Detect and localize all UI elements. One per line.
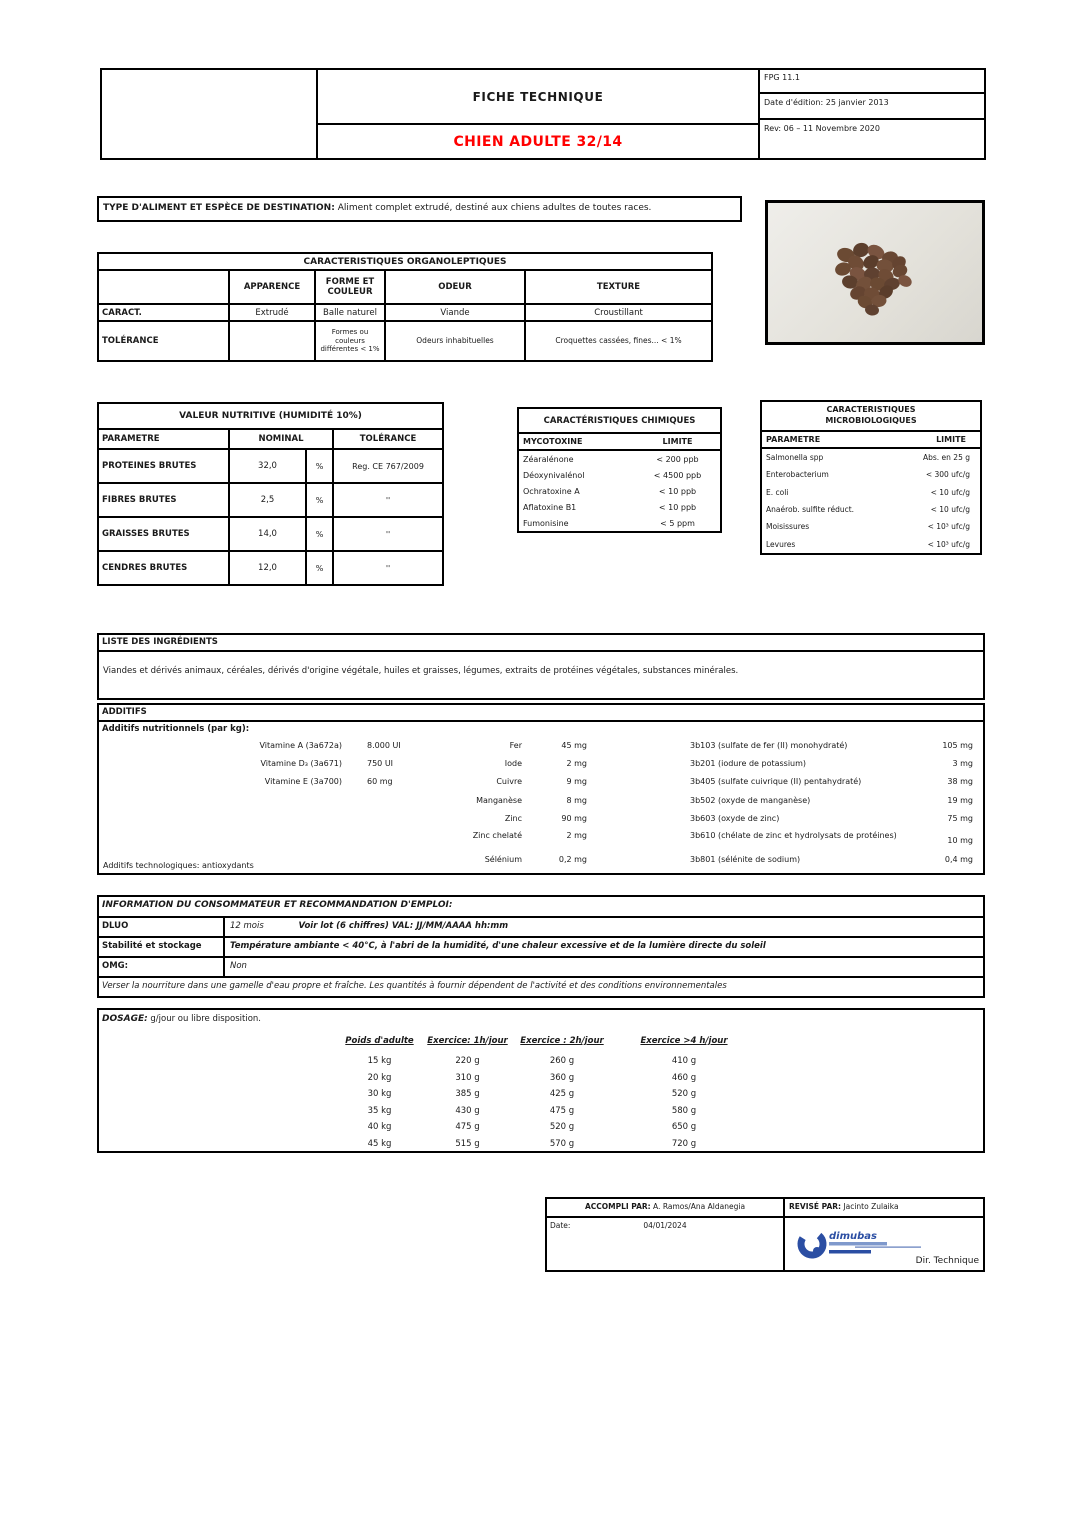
- table-row: [762, 449, 980, 466]
- cell-forme: Formes ou couleurs différentes < 1%: [315, 321, 385, 361]
- table-row: [762, 484, 980, 501]
- table-row: [98, 449, 443, 483]
- feeding-note: Verser la nourriture dans une gamelle d'eau propre et fraîche. Les quantités à fournir dépendent de l'activité et des conditions environnementales: [102, 981, 727, 991]
- param-unit: %: [306, 551, 333, 585]
- element-value: 8 mg: [566, 796, 587, 805]
- element-name: Fer: [509, 741, 522, 750]
- ration-1h: 310 g: [455, 1072, 480, 1083]
- table-row: [98, 321, 712, 361]
- accompli-cell: [547, 1199, 785, 1216]
- dluo-lot-format: Voir lot (6 chiffres) VAL: JJ/MM/AAAA hh:mm: [298, 921, 509, 931]
- table-row: [519, 515, 720, 531]
- vitamin-value: 8.000 UI: [367, 741, 401, 750]
- weight: 40 kg: [367, 1122, 392, 1132]
- micro-title-line2: MICROBIOLOGIQUES: [825, 416, 917, 425]
- column-header: APPARENCE: [229, 270, 315, 304]
- feed-type-text: Aliment complet extrudé, destiné aux chiens adultes de toutes races.: [337, 203, 652, 213]
- table-row: [762, 536, 980, 553]
- param-name: FIBRES BRUTES: [98, 483, 229, 517]
- dosage-row: [99, 1122, 983, 1138]
- additive-code: 3b405 (sulfate cuivrique (II) pentahydraté): [690, 777, 862, 786]
- revise-name: Jacinto Zulaika: [841, 1202, 899, 1211]
- ration-2h: 520 g: [549, 1122, 575, 1132]
- logo-placeholder-cell: [102, 70, 318, 158]
- weight: 20 kg: [367, 1072, 392, 1083]
- param-value: 14,0: [229, 517, 306, 551]
- additive-code-value: 0,4 mg: [944, 855, 973, 864]
- dosage-row: [99, 1106, 983, 1122]
- organoleptic-corner-cell: [98, 270, 229, 304]
- microbe-limit: Abs. en 25 g: [922, 453, 970, 463]
- microbe-name: Enterobacterium: [766, 470, 829, 480]
- dosage-section: [97, 1008, 985, 1153]
- element-value: 9 mg: [566, 777, 587, 786]
- dluo-label: DLUO: [99, 918, 225, 936]
- column-header: PARAMETRE: [766, 435, 821, 444]
- document-header: [100, 68, 986, 160]
- ration-4h: 520 g: [671, 1089, 697, 1099]
- microbe-limit: < 10³ ufc/g: [927, 539, 970, 549]
- weight: 30 kg: [367, 1089, 392, 1099]
- header-center: [318, 70, 760, 158]
- dluo-value: [225, 918, 983, 936]
- element-name: Sélénium: [484, 855, 522, 864]
- dosage-row: [99, 1056, 983, 1072]
- microbe-limit: < 10³ ufc/g: [927, 522, 970, 532]
- additives-title: ADDITIFS: [99, 705, 983, 722]
- element-value: 2 mg: [566, 759, 587, 768]
- table-row: [99, 958, 983, 978]
- signature-cell: [785, 1218, 983, 1270]
- date-cell: [547, 1218, 785, 1270]
- param-value: 32,0: [229, 449, 306, 483]
- dosage-row: [99, 1089, 983, 1105]
- table-row: [762, 501, 980, 518]
- cell-odeur: Viande: [385, 304, 525, 321]
- additives-subtitle: Additifs nutritionnels (par kg):: [102, 724, 250, 734]
- column-header: LIMITE: [662, 437, 693, 446]
- feed-type-label: TYPE D'ALIMENT ET ESPÈCE DE DESTINATION:: [103, 203, 335, 213]
- param-name: GRAISSES BRUTES: [98, 517, 229, 551]
- doc-revision: Rev: 06 – 11 Novembre 2020: [764, 124, 880, 133]
- mycotoxin-limit: < 5 ppm: [660, 518, 695, 528]
- mycotoxin-name: Fumonisine: [523, 518, 569, 528]
- microbe-name: Salmonella spp: [766, 453, 824, 463]
- table-row: [519, 467, 720, 483]
- signoff-section: [545, 1197, 985, 1272]
- feed-type-line: [97, 196, 742, 222]
- param-unit: %: [306, 483, 333, 517]
- element-name: Zinc chelaté: [472, 831, 522, 840]
- omg-label: OMG:: [99, 958, 225, 976]
- weight: 15 kg: [367, 1056, 392, 1066]
- additive-code: 3b502 (oxyde de manganèse): [690, 796, 811, 805]
- product-name: CHIEN ADULTE 32/14: [453, 133, 623, 150]
- role-title: Dir. Technique: [915, 1256, 979, 1266]
- additive-row: [101, 777, 981, 796]
- date-value: 04/01/2024: [643, 1221, 687, 1230]
- table-row: [98, 483, 443, 517]
- dosage-table-headers: [99, 1036, 983, 1052]
- vitamin-value: 750 UI: [367, 759, 394, 768]
- ration-4h: 650 g: [671, 1122, 697, 1132]
- ration-1h: 475 g: [455, 1122, 480, 1132]
- table-row: [762, 518, 980, 535]
- mycotoxin-name: Ochratoxine A: [523, 486, 580, 496]
- revise-cell: [785, 1199, 983, 1216]
- microbe-limit: < 10 ufc/g: [930, 487, 970, 497]
- column-header: Exercice >4 h/jour: [640, 1036, 728, 1046]
- consumer-info-title: INFORMATION DU CONSOMMATEUR ET RECOMMANDATION D'EMPLOI:: [99, 897, 983, 918]
- ration-4h: 720 g: [671, 1138, 697, 1149]
- ration-2h: 570 g: [549, 1138, 575, 1149]
- additive-row: [101, 759, 981, 777]
- microbe-name: Anaérob. sulfite réduct.: [766, 505, 855, 515]
- param-tolerance: '': [333, 551, 443, 585]
- weight: 45 kg: [367, 1138, 392, 1149]
- element-name: Iode: [504, 759, 522, 768]
- column-header: Poids d'adulte: [345, 1036, 414, 1046]
- table-row: [98, 551, 443, 585]
- mycotoxin-limit: < 4500 ppb: [653, 470, 702, 480]
- cell-apparence: Extrudé: [229, 304, 315, 321]
- additive-row: [101, 796, 981, 814]
- micro-headers: [762, 432, 980, 449]
- company-logo: [795, 1224, 925, 1264]
- param-unit: %: [306, 517, 333, 551]
- vitamin-name: Vitamine D₃ (3a671): [260, 759, 342, 768]
- element-name: Cuivre: [496, 777, 522, 786]
- chemical-headers: [519, 434, 720, 451]
- chemical-table: [517, 407, 722, 533]
- element-value: 2 mg: [566, 831, 587, 840]
- mycotoxin-limit: < 200 ppb: [656, 454, 699, 464]
- ration-1h: 385 g: [455, 1089, 480, 1099]
- dluo-duration: 12 mois: [230, 921, 264, 931]
- logo-text: dimubas: [829, 1231, 877, 1242]
- vitamin-name: Vitamine E (3a700): [264, 777, 342, 786]
- table-row: [762, 466, 980, 483]
- element-value: 0,2 mg: [558, 855, 587, 864]
- row-label: CARACT.: [98, 304, 229, 321]
- kibble-image: [768, 203, 982, 342]
- header-meta: [760, 70, 984, 158]
- nutrition-table: [97, 402, 444, 586]
- consumer-info-section: [97, 895, 985, 998]
- microbe-name: E. coli: [766, 487, 789, 497]
- column-header: NOMINAL: [229, 429, 333, 449]
- table-row: [98, 517, 443, 551]
- ration-2h: 425 g: [549, 1089, 575, 1099]
- microbiological-table: [760, 400, 982, 555]
- element-value: 90 mg: [561, 814, 587, 823]
- table-row: [99, 938, 983, 958]
- ration-1h: 515 g: [455, 1138, 480, 1149]
- param-name: PROTEINES BRUTES: [98, 449, 229, 483]
- additive-code-value: 38 mg: [947, 777, 973, 786]
- column-header: PARAMETRE: [98, 429, 229, 449]
- microbe-limit: < 10 ufc/g: [930, 505, 970, 515]
- microbiological-title: [762, 402, 980, 432]
- micro-title-line1: CARACTERISTIQUES: [826, 405, 916, 415]
- additive-code: 3b603 (oxyde de zinc): [690, 814, 780, 823]
- additive-code-value: 105 mg: [942, 741, 973, 750]
- element-name: Zinc: [504, 814, 522, 823]
- document-title: FICHE TECHNIQUE: [318, 70, 758, 125]
- param-unit: %: [306, 449, 333, 483]
- doc-code: FPG 11.1: [760, 70, 984, 94]
- mycotoxin-name: Aflatoxine B1: [523, 502, 577, 512]
- date-label: Date:: [550, 1221, 571, 1230]
- param-tolerance: '': [333, 517, 443, 551]
- row-label: TOLÉRANCE: [98, 321, 229, 361]
- table-row: [98, 304, 712, 321]
- column-header: LIMITE: [936, 435, 966, 444]
- additive-code-value: 3 mg: [952, 759, 973, 768]
- microbe-name: Levures: [766, 539, 796, 549]
- ration-2h: 475 g: [549, 1105, 575, 1116]
- chemical-title: CARACTÉRISTIQUES CHIMIQUES: [519, 409, 720, 434]
- additive-code-value: 19 mg: [947, 796, 973, 805]
- column-header: ODEUR: [385, 270, 525, 304]
- mycotoxin-limit: < 10 ppb: [658, 486, 697, 496]
- accompli-name: A. Ramos/Ana Aldanegia: [650, 1202, 746, 1211]
- nutrition-title: VALEUR NUTRITIVE (HUMIDITÉ 10%): [98, 403, 443, 429]
- cell-forme: Balle naturel: [315, 304, 385, 321]
- additives-section: [97, 703, 985, 875]
- column-header: Exercice: 1h/jour: [427, 1036, 508, 1046]
- cell-apparence: [229, 321, 315, 361]
- ingredients-text: Viandes et dérivés animaux, céréales, dérivés d'origine végétale, huiles et graisses, légumes, extraits de protéines végétales, substances minérales.: [103, 666, 739, 676]
- additive-code: 3b201 (iodure de potassium): [690, 759, 807, 768]
- mycotoxin-name: Zéaralénone: [523, 454, 574, 464]
- organoleptic-table: [97, 252, 713, 362]
- ration-4h: 460 g: [671, 1072, 697, 1083]
- element-name: Manganèse: [476, 796, 522, 805]
- stability-label: Stabilité et stockage: [99, 938, 225, 956]
- doc-edition-date: Date d'édition: 25 janvier 2013: [760, 94, 984, 120]
- mycotoxin-name: Déoxynivalénol: [523, 470, 585, 480]
- additives-grid: [101, 741, 981, 873]
- param-tolerance: '': [333, 483, 443, 517]
- table-row: [99, 918, 983, 938]
- accompli-label: ACCOMPLI PAR:: [584, 1202, 651, 1211]
- microbe-limit: < 300 ufc/g: [925, 470, 970, 480]
- column-header: FORME ET COULEUR: [315, 270, 385, 304]
- product-photo: [765, 200, 985, 345]
- cell-texture: Croustillant: [525, 304, 712, 321]
- additive-code: 3b103 (sulfate de fer (II) monohydraté): [690, 741, 848, 750]
- param-value: 12,0: [229, 551, 306, 585]
- ration-2h: 260 g: [549, 1056, 575, 1066]
- vitamin-value: 60 mg: [367, 777, 393, 786]
- weight: 35 kg: [367, 1105, 392, 1116]
- additive-code: 3b610 (chélate de zinc et hydrolysats de protéines): [690, 831, 897, 840]
- additive-row: [101, 741, 981, 759]
- signoff-header-row: [547, 1199, 983, 1218]
- ration-2h: 360 g: [549, 1072, 575, 1083]
- ration-4h: 580 g: [671, 1105, 697, 1116]
- cell-odeur: Odeurs inhabituelles: [385, 321, 525, 361]
- additive-code-value: 10 mg: [947, 836, 973, 845]
- dosage-line: [99, 1010, 983, 1024]
- ration-1h: 220 g: [455, 1056, 480, 1066]
- omg-value: Non: [230, 961, 247, 971]
- element-value: 45 mg: [561, 741, 587, 750]
- ingredients-section: [97, 633, 985, 700]
- param-tolerance: Reg. CE 767/2009: [333, 449, 443, 483]
- revise-label: REVISÉ PAR:: [789, 1202, 842, 1211]
- additive-row: [101, 831, 981, 855]
- signoff-body-row: [547, 1218, 983, 1270]
- stability-value: Température ambiante < 40°C, à l'abri de la humidité, d'une chaleur excessive et de la lumière directe du soleil: [230, 941, 766, 951]
- column-header: Exercice : 2h/jour: [520, 1036, 604, 1046]
- dosage-label: DOSAGE:: [102, 1014, 148, 1024]
- mycotoxin-limit: < 10 ppb: [658, 502, 697, 512]
- vitamin-name: Vitamine A (3a672a): [259, 741, 342, 750]
- additive-code-value: 75 mg: [947, 814, 973, 823]
- organoleptic-title: CARACTERISTIQUES ORGANOLEPTIQUES: [98, 253, 712, 270]
- param-name: CENDRES BRUTES: [98, 551, 229, 585]
- dosage-row: [99, 1073, 983, 1089]
- table-row: [519, 499, 720, 515]
- cell-texture: Croquettes cassées, fines... < 1%: [525, 321, 712, 361]
- column-header: TOLÉRANCE: [333, 429, 443, 449]
- technological-additives-note: Additifs technologiques: antioxydants: [103, 861, 254, 870]
- column-header: TEXTURE: [525, 270, 712, 304]
- ration-4h: 410 g: [671, 1056, 697, 1066]
- column-header: MYCOTOXINE: [523, 437, 583, 446]
- ingredients-title: LISTE DES INGRÉDIENTS: [99, 635, 983, 652]
- table-row: [519, 451, 720, 467]
- additive-code: 3b801 (sélénite de sodium): [690, 855, 801, 864]
- dosage-row: [99, 1139, 983, 1155]
- dosage-text: g/jour ou libre disposition.: [150, 1014, 262, 1024]
- table-row: [519, 483, 720, 499]
- microbe-name: Moisissures: [766, 522, 810, 532]
- param-value: 2,5: [229, 483, 306, 517]
- ration-1h: 430 g: [455, 1105, 480, 1116]
- additive-row: [101, 814, 981, 831]
